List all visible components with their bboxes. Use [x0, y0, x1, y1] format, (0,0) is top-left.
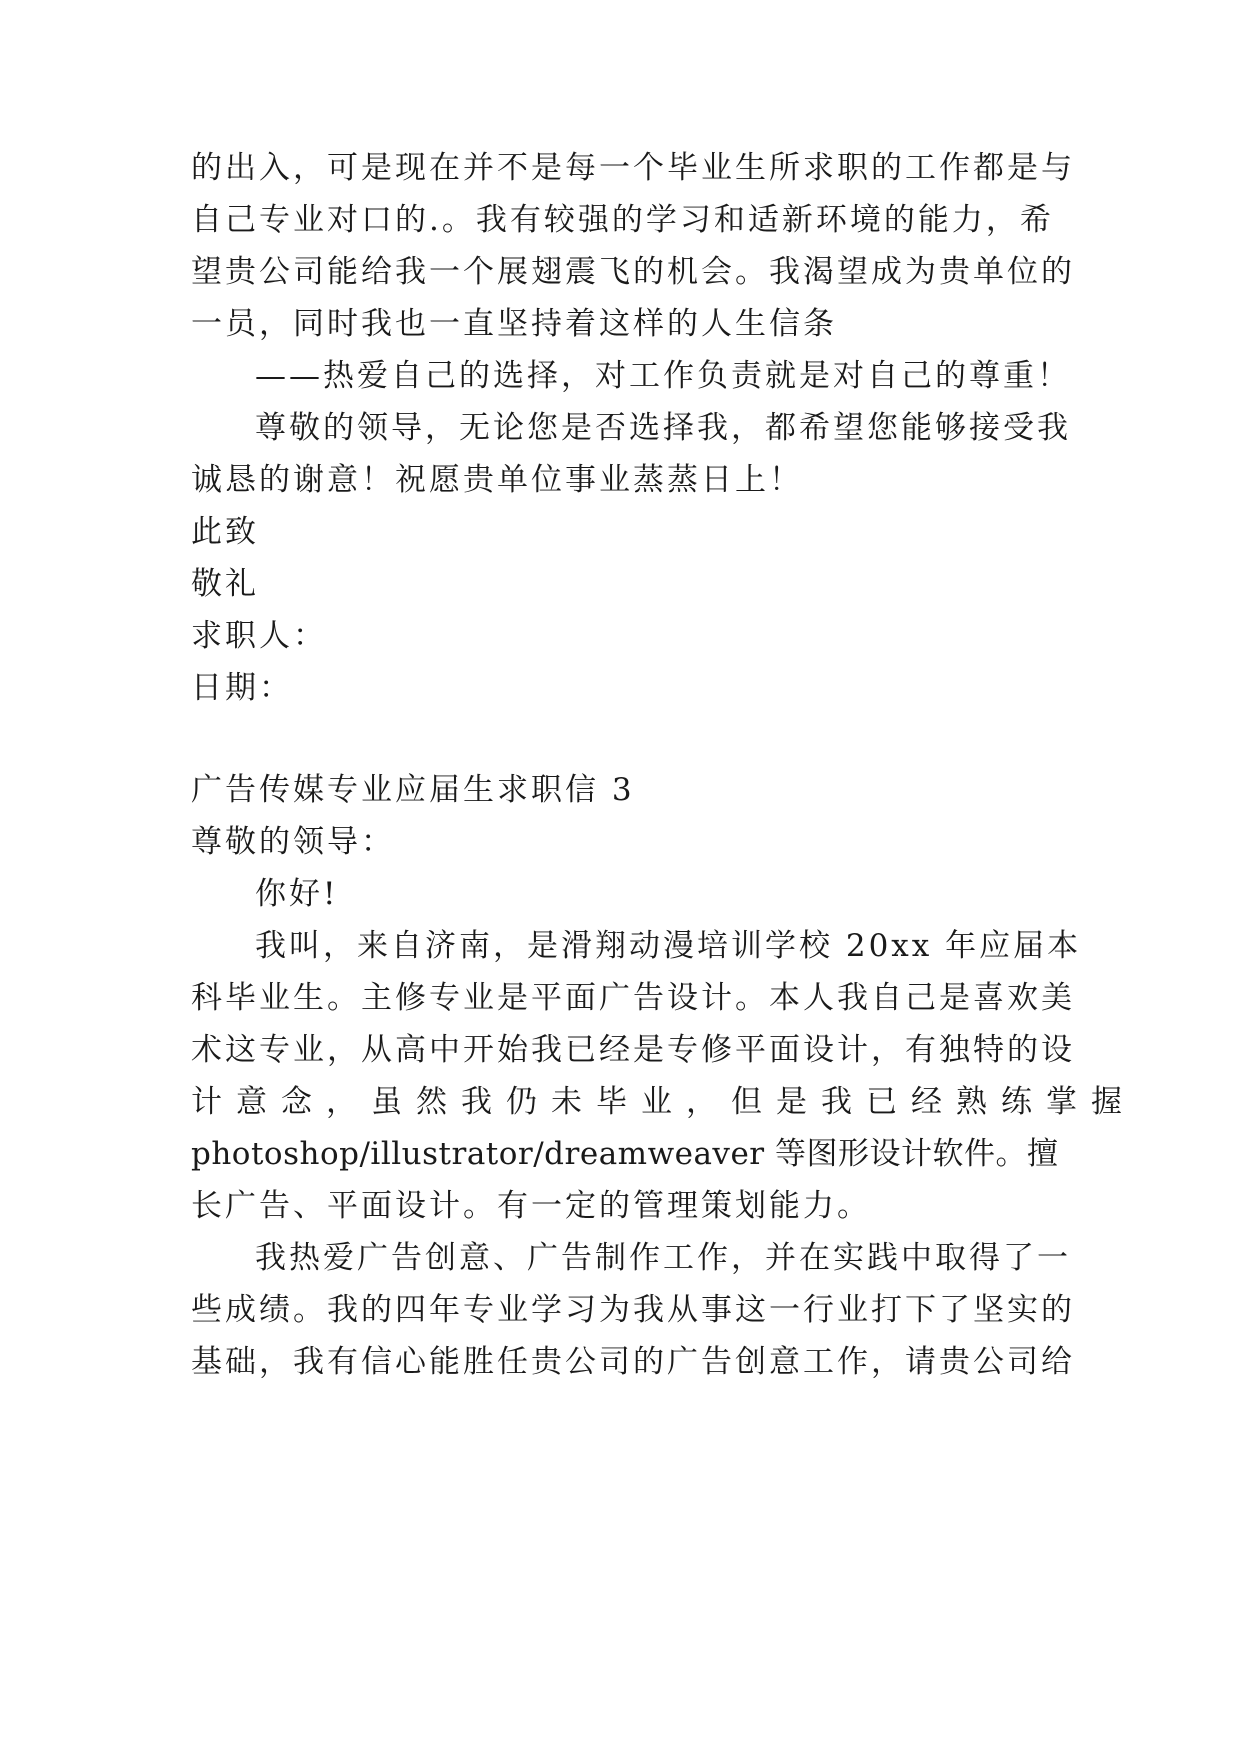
paragraph-1-line: 术这专业，从高中开始我已经是专修平面设计，有独特的设	[191, 1032, 1075, 1068]
paragraph-2-line: 些成绩。我的四年专业学习为我从事这一行业打下了坚实的	[191, 1292, 1075, 1328]
hello: 你好!	[255, 876, 339, 912]
motto-line: ——热爱自己的选择，对工作负责就是对自己的尊重！	[255, 358, 1071, 394]
paragraph-1-line: 计意念，虽然我仍未毕业，但是我已经熟练掌握	[191, 1084, 1136, 1120]
salutation-ci-zhi: 此致	[191, 514, 259, 550]
salutation-jing-li: 敬礼	[191, 566, 259, 602]
section-title: 广告传媒专业应届生求职信 3	[191, 772, 635, 808]
paragraph-1-line: 我叫，来自济南，是滑翔动漫培训学校 20xx 年应届本	[255, 928, 1082, 964]
closing-paragraph-line: 尊敬的领导，无论您是否选择我，都希望您能够接受我	[255, 410, 1071, 446]
paragraph-1-line: photoshop/illustrator/dreamweaver 等图形设计软件。擅	[191, 1136, 1059, 1172]
paragraph-1-line: 科毕业生。主修专业是平面广告设计。本人我自己是喜欢美	[191, 980, 1075, 1016]
greeting: 尊敬的领导：	[191, 824, 395, 860]
closing-paragraph-line: 诚恳的谢意！祝愿贵单位事业蒸蒸日上！	[191, 462, 803, 498]
applicant-label: 求职人：	[191, 618, 327, 654]
paragraph-1-line: 长广告、平面设计。有一定的管理策划能力。	[191, 1188, 871, 1224]
paragraph-2-line: 基础，我有信心能胜任贵公司的广告创意工作，请贵公司给	[191, 1344, 1075, 1380]
paragraph-2-line: 我热爱广告创意、广告制作工作，并在实践中取得了一	[255, 1240, 1071, 1276]
body-line: 的出入，可是现在并不是每一个毕业生所求职的工作都是与	[191, 150, 1075, 186]
body-line: 自己专业对口的.。我有较强的学习和适新环境的能力，希	[191, 202, 1054, 238]
date-label: 日期：	[191, 670, 293, 706]
body-line: 一员，同时我也一直坚持着这样的人生信条	[191, 306, 837, 342]
body-line: 望贵公司能给我一个展翅震飞的机会。我渴望成为贵单位的	[191, 254, 1075, 290]
